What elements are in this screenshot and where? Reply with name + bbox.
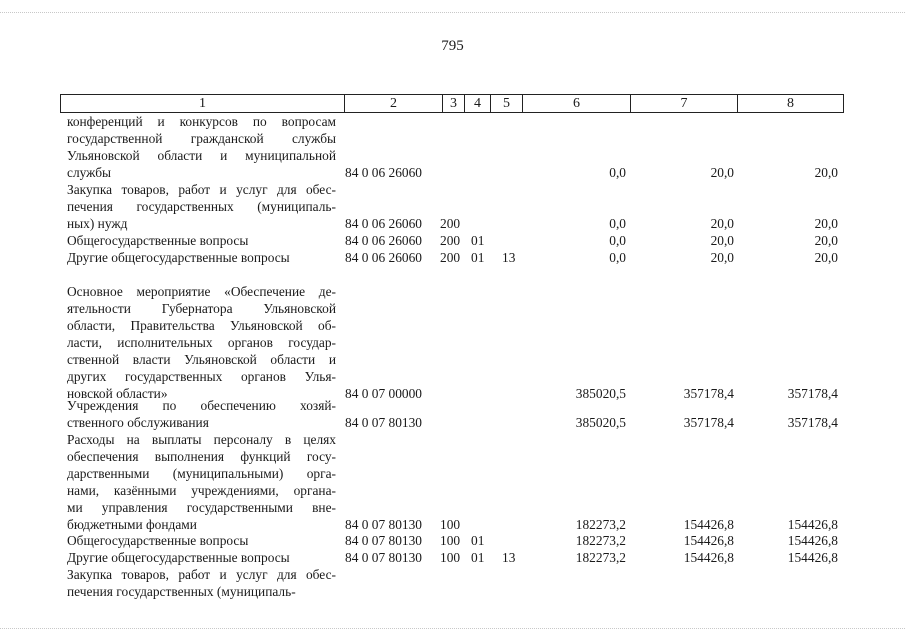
cell-v8: 20,0 — [814, 233, 838, 248]
cell-v6: 182273,2 — [575, 533, 626, 548]
table-header — [60, 94, 844, 113]
cell-v7: 20,0 — [710, 233, 734, 248]
cell-v8: 154426,8 — [787, 517, 838, 532]
cell-vr: 100 — [440, 517, 461, 532]
row-description-line: службы — [67, 165, 112, 180]
row-description-line: Общегосударственные вопросы — [67, 233, 249, 248]
cell-pr: 13 — [502, 550, 516, 565]
row-description-line: ственной власти Ульяновской области и — [67, 352, 336, 367]
page-number: 795 — [441, 38, 464, 54]
cell-code: 84 0 06 26060 — [345, 233, 422, 248]
column-header-2: 2 — [345, 95, 443, 112]
cell-v8: 154426,8 — [787, 550, 838, 565]
cell-pr: 13 — [502, 250, 516, 265]
row-description-line: новской области» — [67, 386, 168, 401]
row-description-line: Основное мероприятие «Обеспечение де- — [67, 284, 336, 299]
cell-code: 84 0 07 80130 — [345, 533, 422, 548]
cell-v8: 357178,4 — [787, 386, 838, 401]
cell-v7: 20,0 — [710, 165, 734, 180]
column-header-8: 8 — [787, 96, 794, 111]
row-description-line: нами, казёнными учреждениями, органа- — [67, 483, 336, 498]
cell-code: 84 0 07 00000 — [345, 386, 422, 401]
scan-artifact-bottom — [0, 628, 905, 629]
row-description-line: обеспечения выполнения функций госу- — [67, 449, 336, 464]
column-header-6: 6 — [523, 95, 631, 112]
cell-rz: 01 — [471, 533, 485, 548]
row-description-line: Другие общегосударственные вопросы — [67, 250, 290, 265]
cell-v6: 385020,5 — [575, 386, 626, 401]
cell-v7: 154426,8 — [683, 550, 734, 565]
cell-v8: 357178,4 — [787, 415, 838, 430]
cell-v8: 20,0 — [814, 250, 838, 265]
row-description-line: Закупка товаров, работ и услуг для обес- — [67, 567, 336, 582]
row-description-line: других государственных органов Улья- — [67, 369, 336, 384]
column-header-4: 4 — [465, 95, 491, 112]
row-description-line: Другие общегосударственные вопросы — [67, 550, 290, 565]
cell-v7: 154426,8 — [683, 533, 734, 548]
row-description-line: ласти, исполнительных органов государ- — [67, 335, 336, 350]
scan-artifact-top — [0, 12, 905, 13]
cell-vr: 200 — [440, 233, 461, 248]
cell-v6: 385020,5 — [575, 415, 626, 430]
row-description-line: области, Правительства Ульяновской об- — [67, 318, 336, 333]
cell-code: 84 0 06 26060 — [345, 250, 422, 265]
cell-v6: 0,0 — [609, 216, 626, 231]
cell-v6: 0,0 — [609, 250, 626, 265]
row-description-line: Общегосударственные вопросы — [67, 533, 249, 548]
cell-vr: 100 — [440, 550, 461, 565]
cell-v8: 20,0 — [814, 216, 838, 231]
cell-v7: 357178,4 — [683, 386, 734, 401]
cell-v7: 154426,8 — [683, 517, 734, 532]
cell-v7: 357178,4 — [683, 415, 734, 430]
cell-rz: 01 — [471, 233, 485, 248]
cell-v6: 0,0 — [609, 165, 626, 180]
cell-v7: 20,0 — [710, 216, 734, 231]
row-description-line: ных) нужд — [67, 216, 128, 231]
column-header-3: 3 — [443, 95, 465, 112]
row-description-line: Закупка товаров, работ и услуг для обес- — [67, 182, 336, 197]
row-description-line: печения государственных (муниципаль- — [67, 199, 336, 214]
cell-v6: 182273,2 — [575, 517, 626, 532]
cell-v8: 154426,8 — [787, 533, 838, 548]
cell-vr: 200 — [440, 250, 461, 265]
row-description-line: государственной гражданской службы — [67, 131, 336, 146]
row-description-line: Учреждения по обеспечению хозяй- — [67, 398, 336, 413]
cell-v8: 20,0 — [814, 165, 838, 180]
column-header-5: 5 — [491, 95, 523, 112]
cell-v7: 20,0 — [710, 250, 734, 265]
column-header-7: 7 — [631, 95, 738, 112]
column-header-1: 1 — [61, 95, 345, 112]
cell-code: 84 0 07 80130 — [345, 517, 422, 532]
cell-v6: 182273,2 — [575, 550, 626, 565]
cell-rz: 01 — [471, 250, 485, 265]
row-description-line: конференций и конкурсов по вопросам — [67, 114, 336, 129]
cell-vr: 200 — [440, 216, 461, 231]
row-description-line: бюджетными фондами — [67, 517, 197, 532]
cell-v6: 0,0 — [609, 233, 626, 248]
row-description-line: ми управления государственными вне- — [67, 500, 336, 515]
cell-code: 84 0 06 26060 — [345, 216, 422, 231]
row-description-line: Расходы на выплаты персоналу в целях — [67, 432, 336, 447]
row-description-line: дарственными (муниципальными) орга- — [67, 466, 336, 481]
row-description-line: печения государственных (муниципаль- — [67, 584, 296, 599]
cell-code: 84 0 06 26060 — [345, 165, 422, 180]
cell-code: 84 0 07 80130 — [345, 415, 422, 430]
row-description-line: ятельности Губернатора Ульяновской — [67, 301, 336, 316]
cell-vr: 100 — [440, 533, 461, 548]
cell-code: 84 0 07 80130 — [345, 550, 422, 565]
row-description-line: Ульяновской области и муниципальной — [67, 148, 336, 163]
row-description-line: ственного обслуживания — [67, 415, 209, 430]
cell-rz: 01 — [471, 550, 485, 565]
